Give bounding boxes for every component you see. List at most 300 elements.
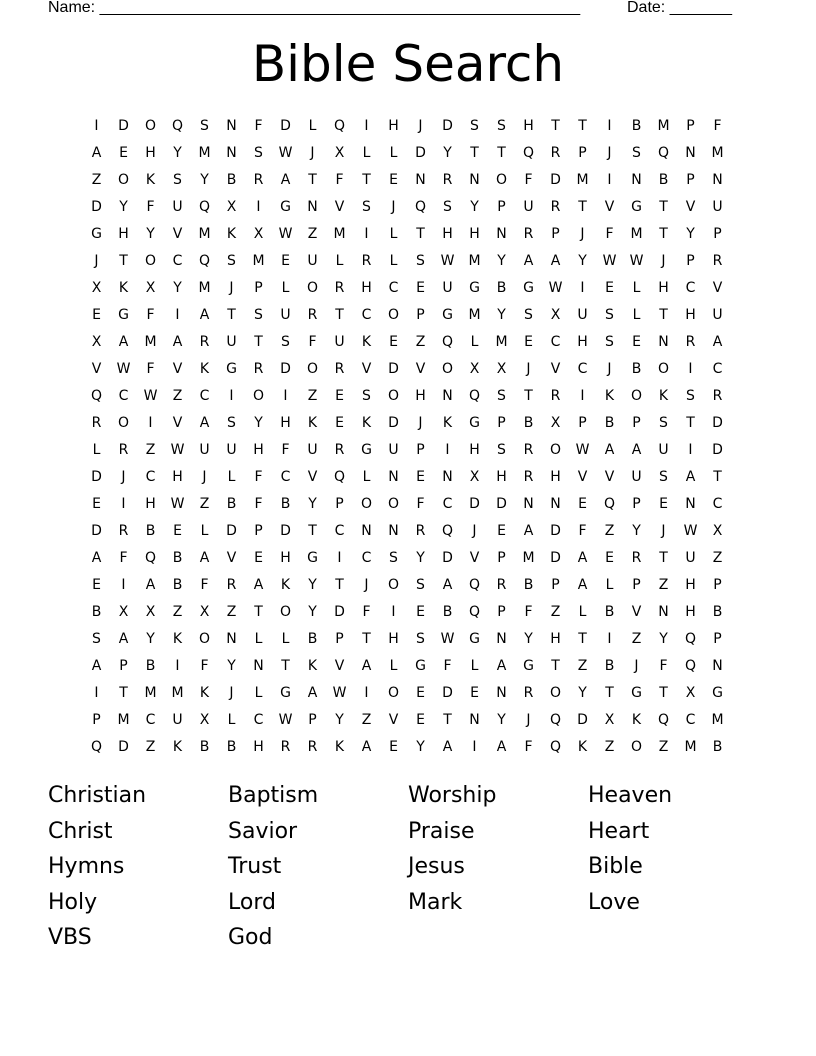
grid-letter: X [604,711,615,728]
grid-letter: V [631,603,642,620]
grid-letter: G [280,198,291,215]
grid-letter: R [361,252,372,269]
grid-letter: A [280,171,291,188]
grid-letter: H [550,630,561,647]
grid-letter: C [442,495,453,512]
grid-letter: G [415,657,426,674]
grid-letter: M [171,684,184,701]
word-bank-item: Holy [48,889,98,915]
grid-letter: P [497,414,506,431]
grid-letter: I [688,360,693,377]
grid-letter: Z [145,738,156,755]
grid-letter: L [389,144,398,161]
grid-letter: S [497,387,506,404]
grid-letter: Z [604,522,615,539]
word-bank-item: Bible [588,854,643,880]
grid-letter: Q [468,576,481,593]
page-title: Bible Search [251,35,565,93]
grid-letter: E [497,522,506,539]
grid-letter: Z [604,738,615,755]
grid-letter: A [91,144,102,161]
grid-letter: J [364,576,369,593]
grid-letter: N [307,198,318,215]
grid-letter: H [685,576,696,593]
grid-letter: L [281,630,290,647]
grid-letter: R [253,171,264,188]
grid-letter: F [524,603,533,620]
grid-letter: C [685,279,696,296]
date-field-label: Date: _______ [627,0,732,16]
grid-letter: P [686,117,695,134]
grid-row [83,571,733,598]
grid-letter: F [335,171,344,188]
grid-letter: G [361,441,372,458]
grid-letter: A [523,252,534,269]
grid-letter: N [712,171,723,188]
grid-letter: C [253,711,264,728]
grid-letter: W [116,360,131,377]
grid-letter: X [469,360,480,377]
grid-letter: F [362,603,371,620]
grid-letter: I [175,306,180,323]
grid-letter: Q [468,387,481,404]
grid-letter: R [496,576,507,593]
grid-letter: R [550,387,561,404]
grid-row [83,706,733,733]
grid-letter: T [119,684,128,701]
grid-letter: M [198,279,211,296]
grid-letter: V [604,468,615,485]
grid-letter: T [227,306,236,323]
grid-letter: A [631,441,642,458]
grid-letter: B [199,738,210,755]
grid-letter: S [659,414,668,431]
grid-letter: R [253,360,264,377]
grid-letter: B [172,549,183,566]
grid-letter: M [117,711,130,728]
grid-letter: U [523,198,534,215]
grid-letter: F [524,171,533,188]
grid-letter: J [580,225,585,242]
grid-letter: H [388,117,399,134]
grid-letter: K [658,387,669,404]
grid-letter: J [418,117,423,134]
grid-letter: C [685,711,696,728]
grid-letter: K [172,738,183,755]
grid-letter: J [526,711,531,728]
grid-letter: W [143,387,158,404]
grid-letter: V [415,360,426,377]
grid-letter: R [712,252,723,269]
grid-letter: Y [578,252,587,269]
grid-letter: P [497,198,506,215]
grid-letter: D [91,522,102,539]
grid-letter: R [334,360,345,377]
grid-letter: A [118,333,129,350]
grid-letter: W [548,279,563,296]
grid-letter: N [361,522,372,539]
word-bank-item: Lord [228,889,276,915]
grid-letter: J [229,684,234,701]
grid-letter: U [685,549,696,566]
grid-letter: J [418,414,423,431]
grid-letter: K [307,657,318,674]
grid-letter: S [497,441,506,458]
grid-row [83,274,733,301]
grid-letter: E [416,684,425,701]
grid-letter: H [280,414,291,431]
grid-letter: P [416,306,425,323]
grid-letter: T [524,387,533,404]
grid-letter: O [387,387,400,404]
grid-letter: D [388,414,399,431]
grid-letter: T [578,198,587,215]
grid-row [83,463,733,490]
word-bank-item: Baptism [228,783,319,808]
grid-letter: P [254,279,263,296]
grid-letter: U [388,441,399,458]
grid-letter: C [145,711,156,728]
grid-letter: G [442,306,453,323]
grid-letter: Z [91,171,102,188]
grid-letter: E [659,495,668,512]
grid-letter: A [496,657,507,674]
grid-letter: P [578,414,587,431]
grid-letter: V [685,198,696,215]
grid-letter: S [227,414,236,431]
grid-letter: N [388,468,399,485]
grid-letter: T [254,333,263,350]
grid-letter: H [145,495,156,512]
grid-letter: P [632,414,641,431]
grid-letter: H [118,225,129,242]
grid-letter: A [172,333,183,350]
grid-letter: P [335,495,344,512]
grid-letter: R [523,684,534,701]
grid-letter: P [713,576,722,593]
grid-row [83,139,733,166]
grid-letter: A [523,522,534,539]
grid-letter: Z [712,549,723,566]
grid-letter: S [92,630,101,647]
grid-letter: J [607,144,612,161]
grid-letter: L [632,306,641,323]
grid-letter: B [91,603,102,620]
grid-letter: A [199,306,210,323]
grid-letter: Q [90,738,103,755]
grid-letter: E [470,684,479,701]
grid-letter: O [144,117,157,134]
grid-letter: I [364,117,369,134]
grid-letter: Q [657,144,670,161]
grid-letter: R [118,441,129,458]
grid-letter: N [685,495,696,512]
grid-letter: N [253,657,264,674]
grid-letter: F [146,306,155,323]
grid-letter: L [632,279,641,296]
grid-letter: I [688,441,693,458]
grid-letter: H [253,441,264,458]
grid-letter: P [578,144,587,161]
grid-letter: R [226,576,237,593]
grid-row [83,679,733,706]
grid-letter: F [713,117,722,134]
grid-letter: M [198,225,211,242]
grid-letter: O [360,495,373,512]
grid-letter: S [254,306,263,323]
grid-letter: X [91,333,102,350]
grid-letter: P [497,549,506,566]
grid-letter: W [332,684,347,701]
grid-row [83,247,733,274]
grid-letter: L [605,576,614,593]
grid-letter: C [145,468,156,485]
grid-letter: Q [684,630,697,647]
grid-row [83,355,733,382]
grid-letter: K [145,171,156,188]
grid-letter: C [550,333,561,350]
grid-letter: A [199,414,210,431]
grid-row [83,166,733,193]
grid-letter: U [280,306,291,323]
grid-letter: B [658,171,669,188]
grid-letter: A [496,738,507,755]
word-bank-item: Trust [228,854,282,880]
word-bank-item: Worship [408,783,497,808]
grid-letter: N [226,630,237,647]
word-bank-item: VBS [48,925,92,951]
grid-letter: V [172,225,183,242]
grid-letter: D [550,171,561,188]
grid-letter: M [522,549,535,566]
grid-letter: Y [686,225,695,242]
grid-letter: E [281,252,290,269]
grid-letter: I [175,657,180,674]
grid-letter: J [661,252,666,269]
grid-letter: G [469,279,480,296]
grid-letter: V [469,549,480,566]
grid-letter: U [226,333,237,350]
grid-letter: N [496,630,507,647]
grid-letter: H [145,144,156,161]
grid-letter: Q [657,711,670,728]
grid-letter: D [91,468,102,485]
grid-letter: H [469,441,480,458]
grid-letter: D [118,117,129,134]
grid-letter: T [362,171,371,188]
grid-letter: R [442,171,453,188]
grid-letter: M [711,144,724,161]
grid-letter: P [335,630,344,647]
grid-letter: I [283,387,288,404]
grid-letter: F [578,522,587,539]
grid-letter: M [198,144,211,161]
grid-letter: P [497,603,506,620]
grid-letter: H [388,630,399,647]
grid-letter: U [226,441,237,458]
grid-letter: R [712,387,723,404]
grid-letter: S [659,468,668,485]
grid-letter: J [526,360,531,377]
grid-letter: B [226,495,237,512]
grid-row [83,328,733,355]
grid-letter: Y [524,630,533,647]
grid-letter: V [226,549,237,566]
grid-letter: X [496,360,507,377]
header-line [48,0,748,20]
grid-row [83,517,733,544]
grid-letter: T [605,684,614,701]
grid-letter: A [550,252,561,269]
grid-letter: G [712,684,723,701]
word-bank-item: Heart [588,818,650,844]
word-bank-item: Savior [228,818,298,844]
grid-letter: K [199,684,210,701]
grid-letter: O [657,360,670,377]
grid-letter: D [280,360,291,377]
grid-letter: T [659,306,668,323]
grid-letter: V [712,279,723,296]
grid-letter: F [119,549,128,566]
grid-letter: O [549,684,562,701]
grid-letter: D [118,738,129,755]
grid-letter: U [577,306,588,323]
grid-letter: Y [443,144,452,161]
grid-letter: R [631,549,642,566]
grid-letter: Q [603,495,616,512]
word-bank [48,778,768,956]
grid-letter: N [469,171,480,188]
grid-letter: G [226,360,237,377]
grid-letter: D [712,414,723,431]
grid-letter: D [334,603,345,620]
grid-letter: O [117,414,130,431]
grid-letter: T [335,576,344,593]
grid-letter: B [604,603,615,620]
grid-letter: Z [550,603,561,620]
grid-row [83,652,733,679]
grid-letter: V [361,360,372,377]
grid-letter: I [121,576,126,593]
word-bank-spacer [588,920,768,956]
grid-letter: D [415,144,426,161]
grid-letter: R [523,468,534,485]
grid-letter: U [307,252,318,269]
grid-letter: W [170,495,185,512]
grid-letter: R [307,306,318,323]
grid-letter: I [391,603,396,620]
grid-letter: B [523,414,534,431]
grid-letter: N [550,495,561,512]
grid-letter: H [550,468,561,485]
grid-letter: E [416,279,425,296]
name-field-label: Name: ______________________________________________________ [48,0,581,16]
grid-letter: A [118,630,129,647]
grid-letter: W [170,441,185,458]
grid-letter: T [551,657,560,674]
word-bank-item: Love [588,889,640,915]
grid-letter: L [578,603,587,620]
grid-letter: D [496,495,507,512]
grid-letter: L [254,684,263,701]
grid-letter: C [361,306,372,323]
grid-letter: B [604,657,615,674]
grid-letter: E [389,333,398,350]
grid-letter: K [604,387,615,404]
grid-letter: E [389,738,398,755]
grid-letter: T [497,144,506,161]
grid-letter: R [550,198,561,215]
grid-letter: M [468,252,481,269]
grid-letter: Q [549,711,562,728]
grid-letter: J [121,468,126,485]
grid-letter: L [281,279,290,296]
grid-letter: N [388,522,399,539]
grid-letter: S [362,198,371,215]
grid-letter: K [118,279,129,296]
grid-letter: P [686,171,695,188]
grid-letter: D [442,684,453,701]
grid-letter: Z [658,738,669,755]
grid-letter: G [280,684,291,701]
grid-letter: D [550,549,561,566]
grid-letter: O [630,387,643,404]
grid-letter: A [712,333,723,350]
grid-letter: M [684,738,697,755]
grid-letter: O [495,171,508,188]
word-bank-item: Hymns [48,854,125,880]
grid-letter: S [389,549,398,566]
grid-letter: D [280,522,291,539]
grid-letter: Y [254,414,263,431]
grid-letter: O [117,171,130,188]
word-bank-item: Praise [408,818,475,844]
grid-letter: M [333,225,346,242]
grid-letter: T [443,711,452,728]
grid-letter: G [307,549,318,566]
grid-letter: O [306,279,319,296]
grid-letter: Z [145,441,156,458]
grid-letter: H [658,279,669,296]
grid-letter: O [630,738,643,755]
grid-letter: M [576,171,589,188]
grid-letter: L [254,630,263,647]
grid-letter: H [361,279,372,296]
grid-letter: E [416,468,425,485]
grid-letter: J [607,360,612,377]
grid-letter: F [146,198,155,215]
grid-letter: Z [307,225,318,242]
grid-letter: E [416,603,425,620]
grid-letter: B [496,279,507,296]
grid-letter: B [145,657,156,674]
grid-letter: F [200,657,209,674]
grid-row [83,193,733,220]
grid-letter: X [712,522,723,539]
grid-letter: X [550,414,561,431]
grid-letter: Z [199,495,210,512]
grid-letter: T [713,468,722,485]
grid-letter: C [172,252,183,269]
grid-letter: Y [335,711,344,728]
grid-letter: T [578,117,587,134]
grid-letter: X [469,468,480,485]
grid-letter: A [442,576,453,593]
grid-letter: Y [416,549,425,566]
grid-letter: H [685,603,696,620]
grid-letter: V [172,360,183,377]
grid-letter: B [172,576,183,593]
